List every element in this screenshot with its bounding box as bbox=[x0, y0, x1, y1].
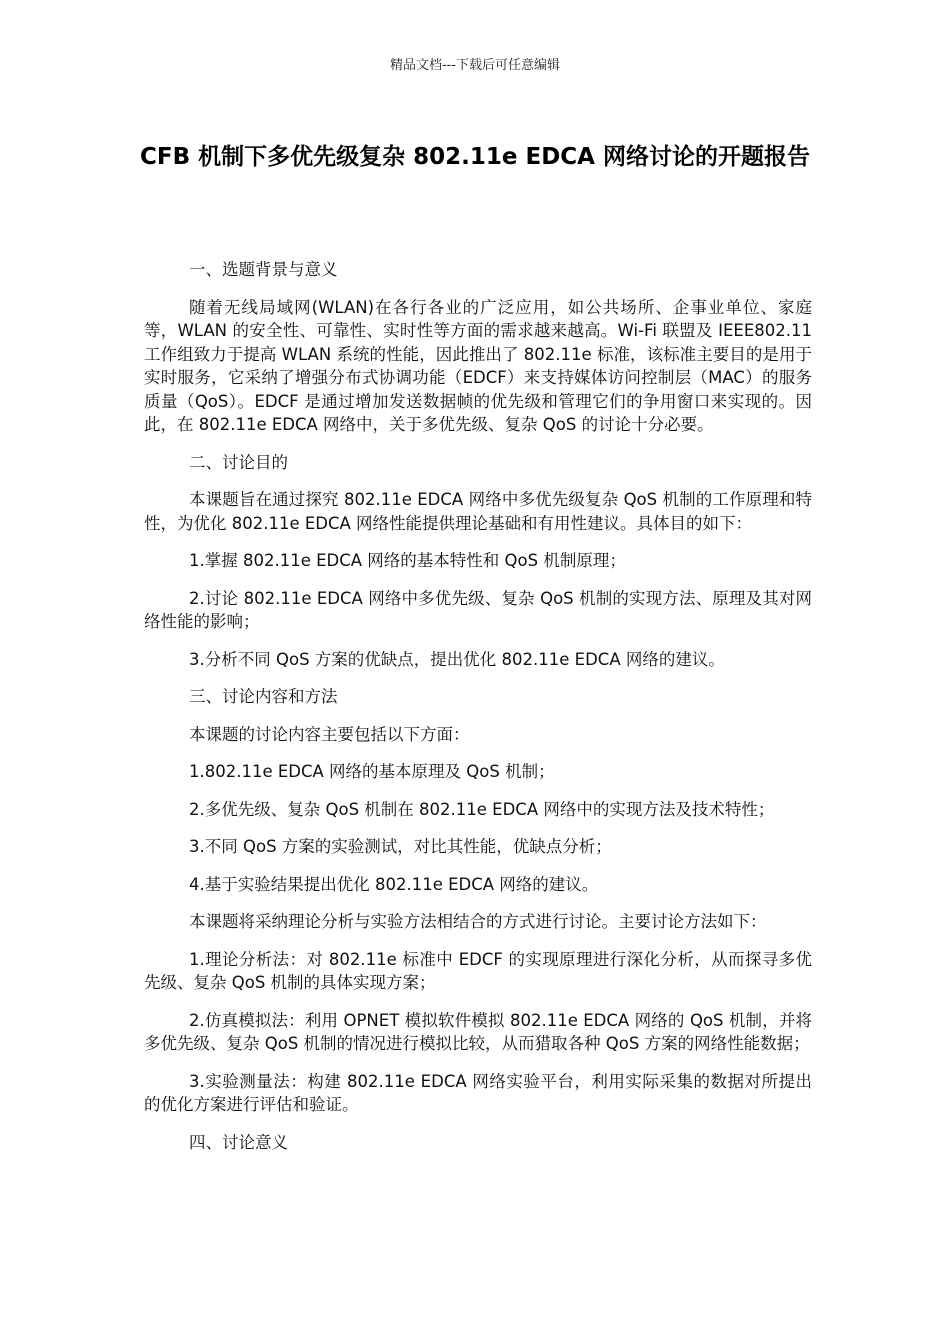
method-item-2: 2.仿真模拟法：利用 OPNET 模拟软件模拟 802.11e EDCA 网络的 QoS 机制，并将多优先级、复杂 QoS 机制的情况进行模拟比较，从而猎取各种 QoS 方案的网络性能数据； bbox=[144, 1010, 812, 1053]
content-item-3: 3.不同 QoS 方案的实验测试，对比其性能，优缺点分析； bbox=[189, 837, 612, 856]
method-item-1: 1.理论分析法：对 802.11e 标准中 EDCF 的实现原理进行深化分析，从而探寻多优先级、复杂 QoS 机制的具体实现方案； bbox=[144, 949, 812, 992]
section-heading-background: 一、选题背景与意义 bbox=[189, 260, 338, 279]
paragraph-methods-intro: 本课题将采纳理论分析与实验方法相结合的方式进行讨论。主要讨论方法如下： bbox=[189, 912, 767, 931]
paragraph-content-intro: 本课题的讨论内容主要包括以下方面： bbox=[189, 724, 470, 744]
method-item-3: 3.实验测量法：构建 802.11e EDCA 网络实验平台，利用实际采集的数据对所提出的优化方案进行评估和验证。 bbox=[144, 1071, 812, 1114]
purpose-item-1: 1.掌握 802.11e EDCA 网络的基本特性和 QoS 机制原理； bbox=[189, 551, 626, 570]
content-item-1: 1.802.11e EDCA 网络的基本原理及 QoS 机制； bbox=[189, 762, 555, 781]
section-heading-significance: 四、讨论意义 bbox=[189, 1132, 288, 1152]
section-heading-purpose: 二、讨论目的 bbox=[189, 452, 288, 472]
document-body bbox=[144, 258, 812, 1168]
paragraph-background: 随着无线局域网(WLAN)在各行各业的广泛应用，如公共场所、企事业单位、家庭等，WLAN 的安全性、可靠性、实时性等方面的需求越来越高。Wi-Fi 联盟及 IEEE802.11 工作组致力于提高 WLAN 系统的性能，因此推出了 802.11e 标准，该标准主要目的是用于实时服务，它采纳了增强分布式协调功能（EDCF）来支持媒体访问控制层（MAC）的服务质量（QoS）。EDCF 是通过增加发送数据帧的优先级和管理它们的争用窗口来实现的。因此，在 802.11e EDCA 网络中，关于多优先级、复杂 QoS 的讨论十分必要。 bbox=[144, 297, 812, 434]
purpose-item-2: 2.讨论 802.11e EDCA 网络中多优先级、复杂 QoS 机制的实现方法、原理及其对网络性能的影响； bbox=[144, 588, 812, 631]
purpose-item-3: 3.分析不同 QoS 方案的优缺点，提出优化 802.11e EDCA 网络的建议。 bbox=[189, 649, 725, 669]
section-heading-content-methods: 三、讨论内容和方法 bbox=[189, 687, 338, 706]
content-item-2: 2.多优先级、复杂 QoS 机制在 802.11e EDCA 网络中的实现方法及技术特性； bbox=[189, 799, 775, 819]
paragraph-purpose-intro: 本课题旨在通过探究 802.11e EDCA 网络中多优先级复杂 QoS 机制的工作原理和特性，为优化 802.11e EDCA 网络性能提供理论基础和有用性建议。具体目的如下： bbox=[144, 490, 812, 533]
document-title: CFB 机制下多优先级复杂 802.11e EDCA 网络讨论的开题报告 bbox=[140, 144, 810, 170]
page-header-watermark: 精品文档---下载后可任意编辑 bbox=[389, 58, 561, 73]
content-item-4: 4.基于实验结果提出优化 802.11e EDCA 网络的建议。 bbox=[189, 874, 599, 894]
